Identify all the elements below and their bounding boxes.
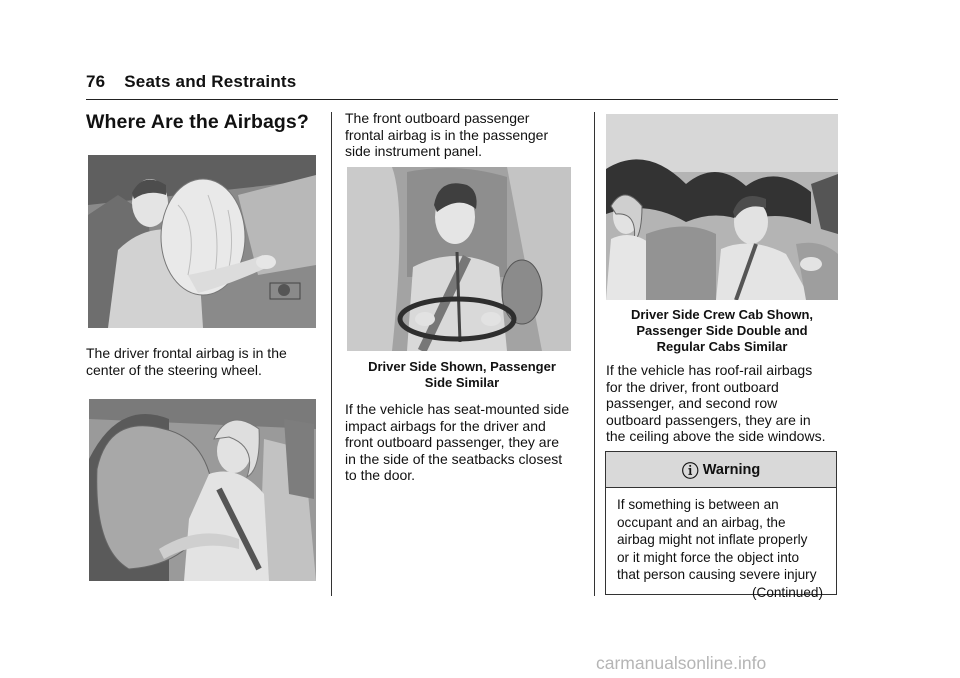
driver-frontal-airbag-illustration	[88, 155, 316, 328]
driver-airbag-text: The driver frontal airbag is in the center of the steering wheel.	[86, 345, 287, 378]
header-rule	[86, 99, 838, 100]
roof-rail-airbag-text: If the vehicle has roof-rail airbags for the driver, front outboard passenger, and second row outboard passengers, they are in the ceiling above the side windows.	[606, 362, 826, 444]
section-heading: Where Are the Airbags?	[86, 111, 309, 133]
section-title: Seats and Restraints	[124, 72, 297, 91]
warning-body: If something is between an occupant and an airbag, the airbag might not inflate properly or it might force the object into that person causing severe injury (Continued)	[606, 488, 836, 601]
figure-caption-2: Driver Side Crew Cab Shown, Passenger Side Double and Regular Cabs Similar	[630, 307, 814, 354]
warning-continued: (Continued)	[751, 584, 823, 600]
seat-mounted-airbag-illustration	[347, 167, 571, 351]
roof-rail-airbag-illustration	[606, 114, 838, 300]
warning-header	[606, 452, 836, 488]
passenger-airbag-text: The front outboard passenger frontal airbag is in the passenger side instrument panel.	[345, 110, 549, 159]
column-divider-1	[331, 112, 332, 596]
warning-box	[605, 451, 837, 600]
figure-caption-1: Driver Side Shown, Passenger Side Similar	[368, 359, 556, 390]
warning-circle-icon: ⓘ	[681, 462, 699, 481]
warning-title: Warning	[702, 461, 761, 478]
watermark: carmanualsonline.info	[596, 653, 767, 673]
seat-side-airbag-illustration	[89, 399, 316, 581]
side-impact-airbag-text: If the vehicle has seat-mounted side impact airbags for the driver and front outboard passenger, they are in the side of the seatbacks closest to the door.	[345, 401, 570, 483]
page-number: 76	[86, 72, 106, 91]
column-divider-2	[594, 112, 595, 596]
page-header	[86, 72, 296, 92]
